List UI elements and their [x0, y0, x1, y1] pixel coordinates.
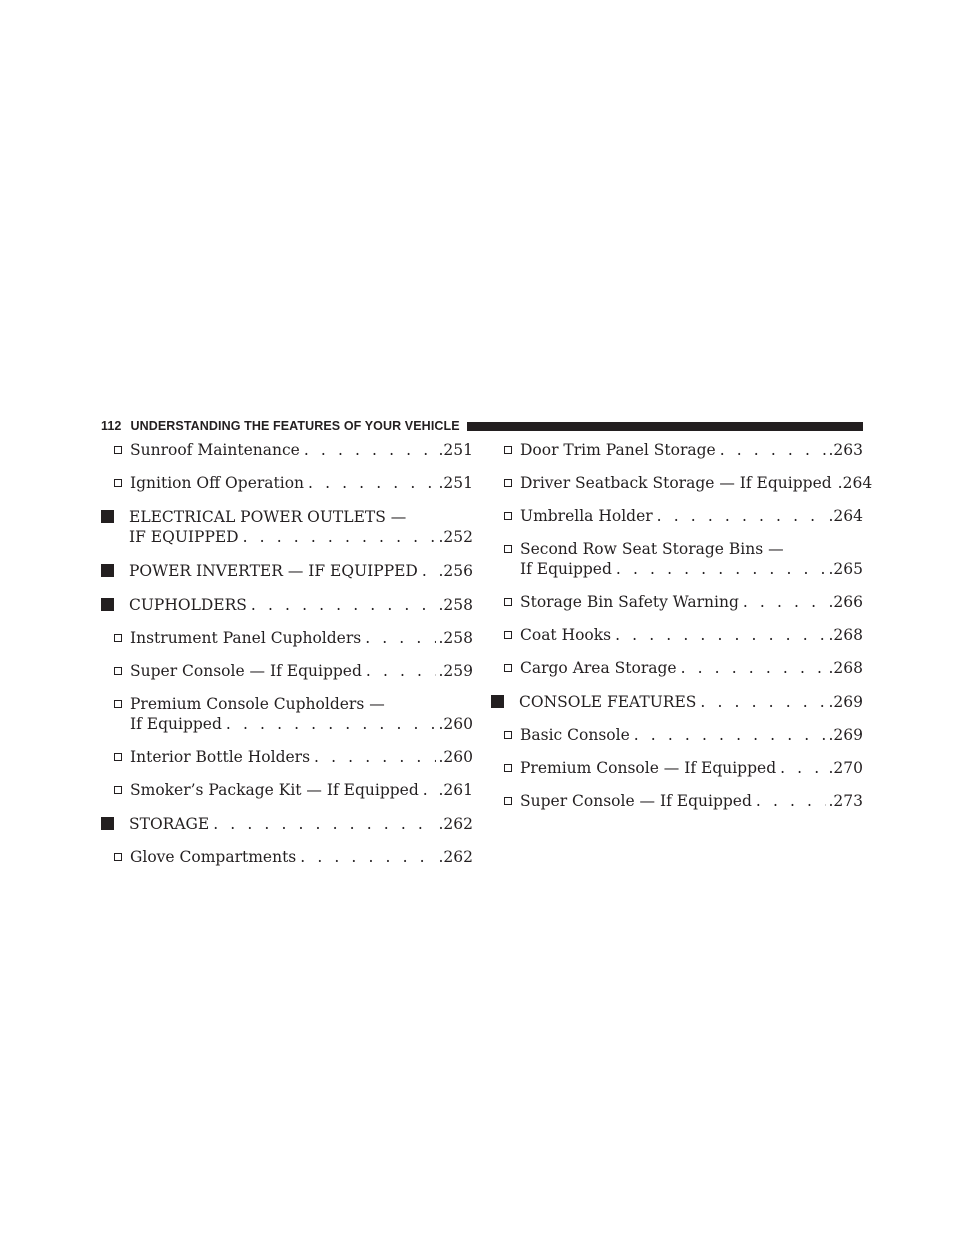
- toc-entry[interactable]: [101, 595, 473, 615]
- toc-page-number: .268: [828, 659, 863, 677]
- dot-leader: [743, 592, 827, 612]
- toc-entry[interactable]: [491, 539, 863, 579]
- toc-page-number: .251: [438, 441, 473, 459]
- toc-entry[interactable]: [101, 814, 473, 834]
- hollow-square-bullet-icon: [504, 479, 512, 487]
- toc-page-number: .258: [438, 596, 473, 614]
- toc-entry[interactable]: [101, 561, 473, 581]
- hollow-square-bullet-icon: [504, 797, 512, 805]
- toc-entry[interactable]: [101, 440, 473, 460]
- toc-entry-label: Second Row Seat Storage Bins —: [520, 540, 784, 558]
- toc-entry-label: Cargo Area Storage: [520, 659, 677, 677]
- toc-entry[interactable]: [491, 791, 863, 811]
- dot-leader: [720, 440, 827, 460]
- toc-entry-label: Door Trim Panel Storage: [520, 441, 716, 459]
- toc-entry[interactable]: [101, 694, 473, 734]
- toc-page-number: .261: [438, 781, 473, 799]
- toc-entry[interactable]: [101, 780, 473, 800]
- filled-square-bullet-icon: [101, 564, 114, 577]
- toc-entry-label: Super Console — If Equipped: [520, 792, 752, 810]
- dot-leader: [616, 559, 827, 579]
- hollow-square-bullet-icon: [504, 446, 512, 454]
- hollow-square-bullet-icon: [114, 479, 122, 487]
- toc-page-number: .266: [828, 593, 863, 611]
- toc-column-right: [491, 440, 873, 811]
- toc-page-number: .263: [828, 441, 863, 459]
- hollow-square-bullet-icon: [114, 700, 122, 708]
- dot-leader: [251, 595, 437, 615]
- toc-entry[interactable]: [101, 473, 473, 493]
- hollow-square-bullet-icon: [504, 731, 512, 739]
- toc-entry-label: If Equipped: [520, 560, 612, 578]
- toc-entry-label: Coat Hooks: [520, 626, 612, 644]
- dot-leader: [423, 780, 437, 800]
- filled-square-bullet-icon: [101, 817, 114, 830]
- dot-leader: [226, 714, 437, 734]
- dot-leader: [300, 847, 436, 867]
- dot-leader: [213, 814, 436, 834]
- toc-page-number: .262: [438, 815, 473, 833]
- hollow-square-bullet-icon: [114, 786, 122, 794]
- toc-page-number: .258: [438, 629, 473, 647]
- toc-entry-label: CUPHOLDERS: [129, 596, 247, 614]
- filled-square-bullet-icon: [101, 598, 114, 611]
- dot-leader: [314, 747, 436, 767]
- hollow-square-bullet-icon: [114, 753, 122, 761]
- toc-entry-label: Instrument Panel Cupholders: [130, 629, 362, 647]
- toc-entry[interactable]: [491, 692, 863, 712]
- toc-entry[interactable]: [101, 747, 473, 767]
- toc-page-number: .256: [438, 562, 473, 580]
- dot-leader: [422, 561, 437, 581]
- dot-leader: [243, 527, 437, 547]
- dot-leader: [780, 758, 826, 778]
- filled-square-bullet-icon: [491, 695, 504, 708]
- toc-entry[interactable]: [101, 661, 473, 681]
- toc-page-number: .268: [828, 626, 863, 644]
- toc-entry-label: If Equipped: [130, 715, 222, 733]
- toc-entry-label: Sunroof Maintenance: [130, 441, 300, 459]
- toc-entry-label: IF EQUIPPED: [129, 528, 239, 546]
- dot-leader: [634, 725, 827, 745]
- toc-page-number: .259: [438, 662, 473, 680]
- toc-entry-label: Premium Console Cupholders —: [130, 695, 385, 713]
- toc-page-number: .270: [828, 759, 863, 777]
- dot-leader: [657, 506, 827, 526]
- hollow-square-bullet-icon: [504, 512, 512, 520]
- toc-page-number: .262: [438, 848, 473, 866]
- dot-leader: [304, 440, 437, 460]
- dot-leader: [365, 628, 436, 648]
- toc-column-left: [101, 440, 473, 867]
- dot-leader: [615, 625, 826, 645]
- toc-entry[interactable]: [101, 507, 473, 547]
- toc-entry-label: STORAGE: [129, 815, 210, 833]
- toc-entry-label: Interior Bottle Holders: [130, 748, 311, 766]
- toc-entry[interactable]: [101, 847, 473, 867]
- toc-entry-label: ELECTRICAL POWER OUTLETS —: [129, 508, 407, 526]
- toc-page-number: .260: [438, 748, 473, 766]
- page-number: 112: [101, 419, 122, 433]
- toc-page-number: .264: [828, 507, 863, 525]
- hollow-square-bullet-icon: [114, 446, 122, 454]
- hollow-square-bullet-icon: [504, 545, 512, 553]
- toc-entry-label: Driver Seatback Storage — If Equipped: [520, 474, 832, 492]
- hollow-square-bullet-icon: [504, 598, 512, 606]
- toc-entry[interactable]: [491, 658, 863, 678]
- toc-page-number: .269: [828, 693, 863, 711]
- toc-entry[interactable]: [491, 440, 863, 460]
- toc-entry[interactable]: [491, 506, 863, 526]
- toc-page-number: .269: [828, 726, 863, 744]
- dot-leader: [681, 658, 827, 678]
- filled-square-bullet-icon: [101, 510, 114, 523]
- hollow-square-bullet-icon: [504, 664, 512, 672]
- dot-leader: [308, 473, 436, 493]
- toc-page-number: .273: [828, 792, 863, 810]
- toc-entry[interactable]: [491, 592, 863, 612]
- toc-entry[interactable]: [491, 758, 863, 778]
- toc-page-number: .252: [438, 528, 473, 546]
- hollow-square-bullet-icon: [504, 764, 512, 772]
- toc-entry[interactable]: [491, 725, 863, 745]
- toc-entry-label: Umbrella Holder: [520, 507, 653, 525]
- toc-page-number: .260: [438, 715, 473, 733]
- dot-leader: [366, 661, 437, 681]
- hollow-square-bullet-icon: [114, 634, 122, 642]
- page-header: [101, 417, 863, 435]
- toc-entry-label: Super Console — If Equipped: [130, 662, 362, 680]
- toc-page-number: .265: [828, 560, 863, 578]
- dot-leader: [700, 692, 826, 712]
- toc-page-number: .264: [837, 474, 873, 492]
- hollow-square-bullet-icon: [114, 667, 122, 675]
- toc-entry-label: Premium Console — If Equipped: [520, 759, 777, 777]
- header-rule: [467, 422, 863, 431]
- section-title: UNDERSTANDING THE FEATURES OF YOUR VEHICLE: [130, 419, 460, 433]
- toc-entry[interactable]: [101, 628, 473, 648]
- toc-page-number: .251: [438, 474, 473, 492]
- toc-entry[interactable]: [491, 473, 873, 493]
- toc-entry-label: Ignition Off Operation: [130, 474, 305, 492]
- toc-entry-label: Glove Compartments: [130, 848, 297, 866]
- toc-entry-label: Storage Bin Safety Warning: [520, 593, 739, 611]
- toc-entry-label: Basic Console: [520, 726, 630, 744]
- toc-entry-label: CONSOLE FEATURES: [519, 693, 697, 711]
- toc-entry[interactable]: [491, 625, 863, 645]
- toc-entry-label: Smoker’s Package Kit — If Equipped: [130, 781, 419, 799]
- hollow-square-bullet-icon: [504, 631, 512, 639]
- hollow-square-bullet-icon: [114, 853, 122, 861]
- dot-leader: [756, 791, 827, 811]
- toc-entry-label: POWER INVERTER — IF EQUIPPED: [129, 562, 418, 580]
